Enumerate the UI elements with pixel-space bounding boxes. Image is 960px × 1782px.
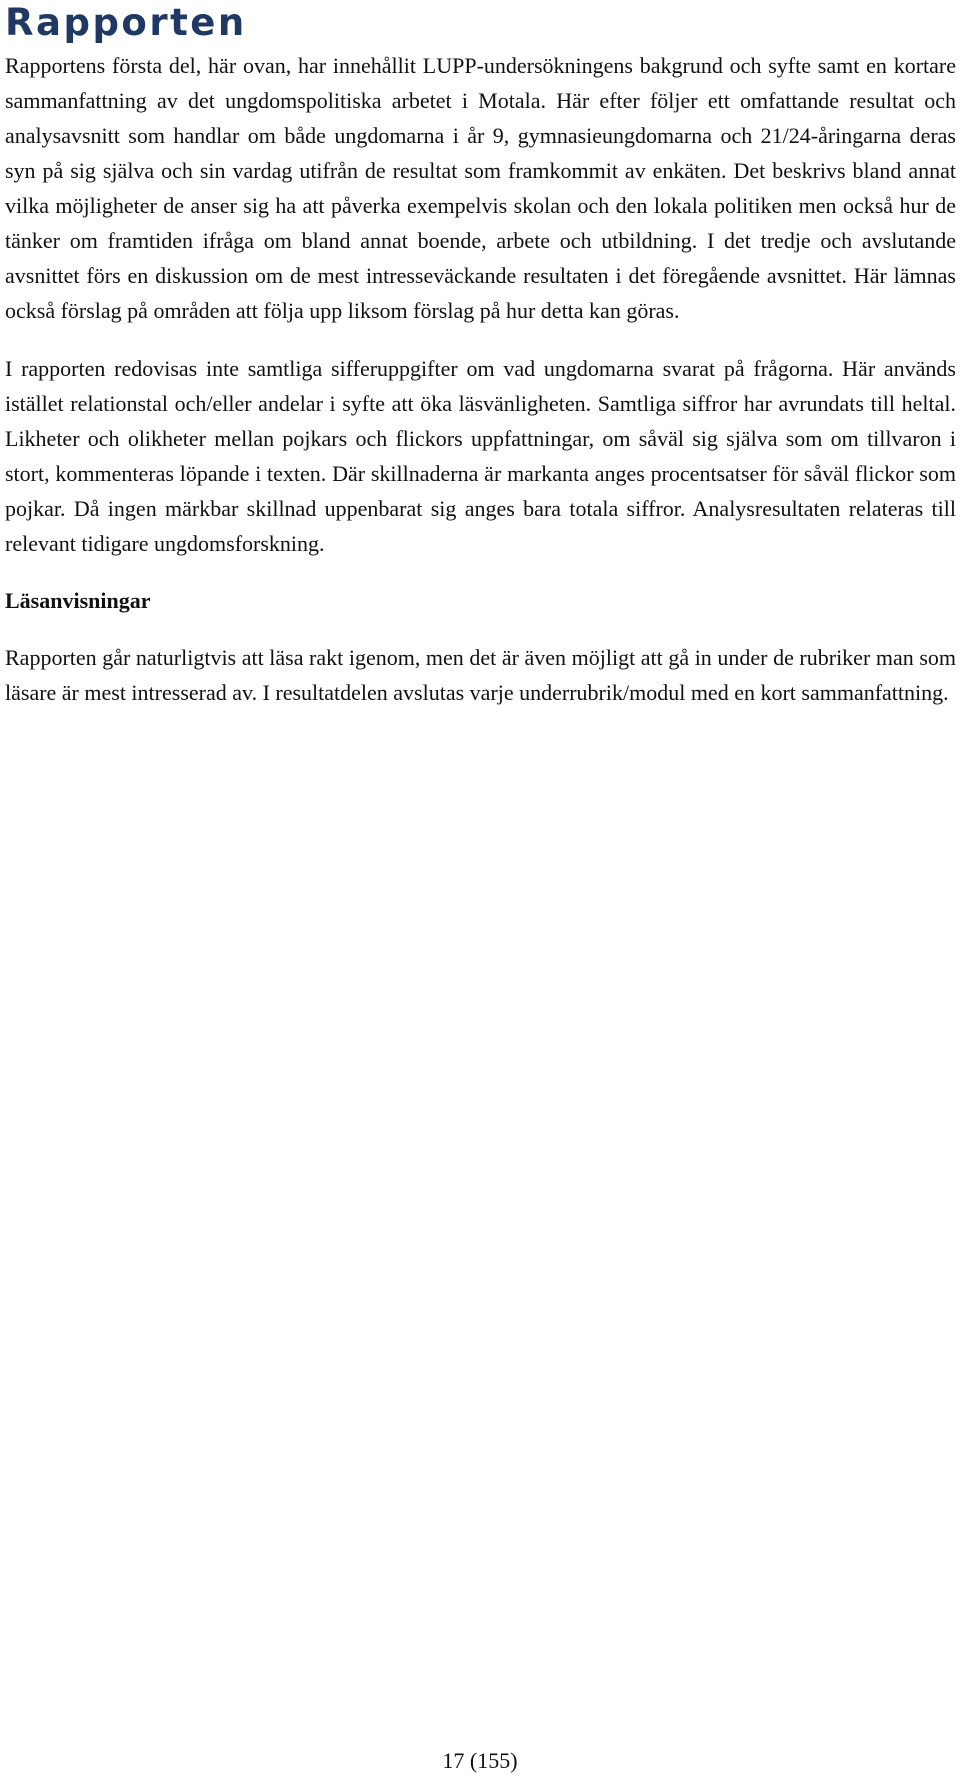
section-heading: Läsanvisningar [5, 588, 151, 613]
intro-paragraph: Rapportens första del, här ovan, har innehållit LUPP-undersökningens bakgrund och syfte samt en kortare sammanfattning av det ungdomspolitiska arbetet i Motala. Här efter följer ett omfattande resultat och analysavsnitt som handlar om både ungdomarna i år 9, gymnasieungdomarna och 21/24-åringarna deras syn på sig själva och sin vardag utifrån de resultat som framkommit av enkäten. Det beskrivs bland annat vilka möjligheter de anser sig ha att påverka exempelvis skolan och den lokala politiken men också hur de tänker om framtiden ifråga om bland annat boende, arbete och utbildning. I det tredje och avslutande avsnittet förs en diskussion om de mest intresseväckande resultaten i det föregående avsnittet. Här lämnas också förslag på områden att följa upp liksom förslag på hur detta kan göras. [5, 53, 956, 323]
page-title: Rapporten [5, 1, 247, 44]
reading-guide-paragraph: Rapporten går naturligtvis att läsa rakt igenom, men det är även möjligt att gå in under de rubriker man som läsare är mest intresserad av. I resultatdelen avslutas varje underrubrik/modul med en kort sammanfattning. [5, 645, 956, 705]
page-number: 17 (155) [442, 1748, 518, 1773]
page-content [5, 0, 956, 710]
method-paragraph: I rapporten redovisas inte samtliga sifferuppgifter om vad ungdomarna svarat på frågorna. Här används istället relationstal och/eller andelar i syfte att öka läsvänligheten. Samtliga siffror har avrundats till heltal. Likheter och olikheter mellan pojkars och flickors uppfattningar, om såväl sig själva som om tillvaron i stort, kommenteras löpande i texten. Där skillnaderna är markanta anges procentsatser för såväl flickor som pojkar. Då ingen märkbar skillnad uppenbarat sig anges bara totala siffror. Analysresultaten relateras till relevant tidigare ungdomsforskning. [5, 356, 956, 556]
